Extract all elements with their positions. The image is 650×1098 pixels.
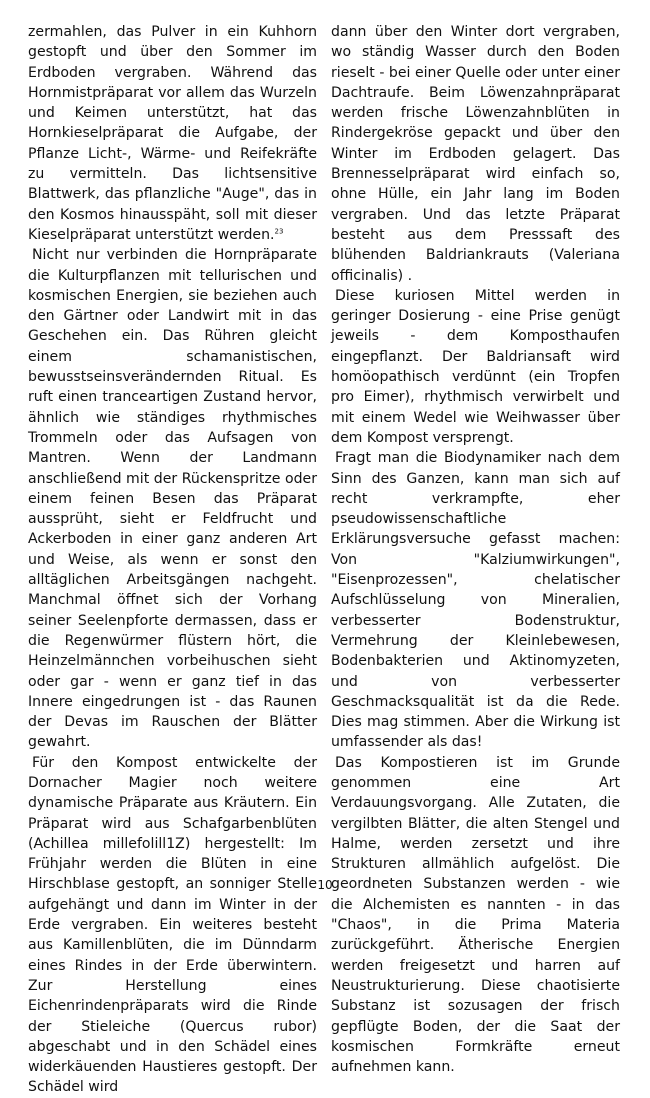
paragraph: Für den Kompost entwickelte der Dornacher Magier noch weitere dynamische Präparate aus Kräutern. Ein Präparat wird aus Schafgarbenblüten (Achillea millefolill1Z) hergestellt: Im Frühjahr werden die Blüten in eine Hirschblase gestopft, an sonniger Stelle aufgehängt und dann im Winter in der Erde vergraben. Ein weiteres besteht aus Kamillenblüten, die im Dünndarm eines Rindes in der Erde überwintern. Zur Herstellung eines Eichenrindenpräparats wird die Rinde der Stieleiche (Quercus rubor) abgeschabt und in den Schädel eines widerkäuenden Haustieres gestopft. Der Schädel wird — [28, 754, 317, 1096]
paragraph-text: zermahlen, das Pulver in ein Kuhhorn gestopft und über den Sommer im Erdboden vergraben. Während das Hornmistpräparat vor allem das Wurzeln und Keimen unterstützt, hat das Hornkieselpräparat die Aufgabe, der Pflanze Licht-, Wärme- und Reifekräfte zu vermitteln. Das lichtsensitive Blattwerk, das pflanzliche "Auge", das in den Kosmos hinausspäht, soll mit dieser Kieselpräparat unterstützt werden. — [28, 24, 317, 243]
paragraph: Diese kuriosen Mittel werden in geringer Dosierung - eine Prise genügt jeweils - dem Komposthaufen eingepflanzt. Der Baldriansaft wird homöopathisch verdünnt (ein Tropfen pro Eimer), rhythmisch verwirbelt und mit einem Wedel wie Weihwasser über dem Kompost versprengt. — [331, 287, 620, 446]
paragraph: Nicht nur verbinden die Hornpräparate die Kulturpflanzen mit tellurischen und kosmischen Energien, sie beziehen auch den Gärtner oder Landwirt mit in das Geschehen ein. Das Rühren gleicht einem schamanistischen, bewusstseinsverändernden Ritual. Es ruft einen tranceartigen Zustand hervor, ähnlich wie ständiges rhythmisches Trommeln oder das Aufsagen von Mantren. Wenn der Landmann anschließend mit der Rückenspritze oder einem feinen Besen das Präparat aussprüht, sieht er Feldfrucht und Ackerboden in einer ganz anderen Art und Weise, als wenn er sonst den alltäglichen Arbeitsgängen nachgeht. Manchmal öffnet sich der Vorhang seiner Seelenpforte dermassen, dass er die Regenwürmer flüstern hört, die Heinzelmännchen vorbeihuschen sieht oder gar - wenn er ganz tief in das Innere eingedrungen ist - das Raunen der Devas im Rauschen der Blätter gewahrt. — [28, 247, 317, 751]
right-column — [331, 22, 620, 1077]
left-column — [28, 22, 317, 1098]
paragraph: Fragt man die Biodynamiker nach dem Sinn des Ganzen, kann man sich auf recht verkrampfte, eher pseudowissenschaftliche Erklärungsversuche gefasst machen: Von "Kalziumwirkungen", "Eisenprozessen", chelatischer Aufschlüsselung von Mineralien, verbesserter Bodenstruktur, Vermehrung der Kleinlebewesen, Bodenbakterien und Aktinomyzeten, und von verbesserter Geschmacksqualität ist da die Rede. Dies mag stimmen. Aber die Wirkung ist umfassender als das! — [331, 450, 620, 751]
paragraph — [28, 22, 317, 245]
paragraph: Das Kompostieren ist im Grunde genommen eine Art Verdauungsvorgang. Alle Zutaten, die vergilbten Blätter, die alten Stengel und Halme, werden zersetzt und ihre Strukturen allmählich aufgelöst. Die geordneten Substanzen werden - wie die Alchemisten es nannten - in das "Chaos", in die Prima Materia zurückgeführt. Ätherische Energien werden freigesetzt und harren auf Neustrukturierung. Diese chaotisierte Substanz ist sozusagen der frisch gepflügte Boden, der die Saat der kosmischen Formkräfte erneut aufnehmen kann. — [331, 754, 620, 1076]
paragraph: dann über den Winter dort vergraben, wo ständig Wasser durch den Boden rieselt - bei einer Quelle oder unter einer Dachtraufe. Beim Löwenzahnpräparat werden frische Löwenzahnblüten in Rindergekröse gepackt und über den Winter im Erdboden gelagert. Das Brennesselpräparat wird einfach so, ohne Hülle, ein Jahr lang im Boden vergraben. Und das letzte Präparat besteht aus dem Presssaft des blühenden Baldriankrauts (Valeriana officinalis) . — [331, 24, 620, 284]
footnote-marker: 23 — [274, 227, 284, 236]
page-number: 10 — [317, 878, 333, 892]
